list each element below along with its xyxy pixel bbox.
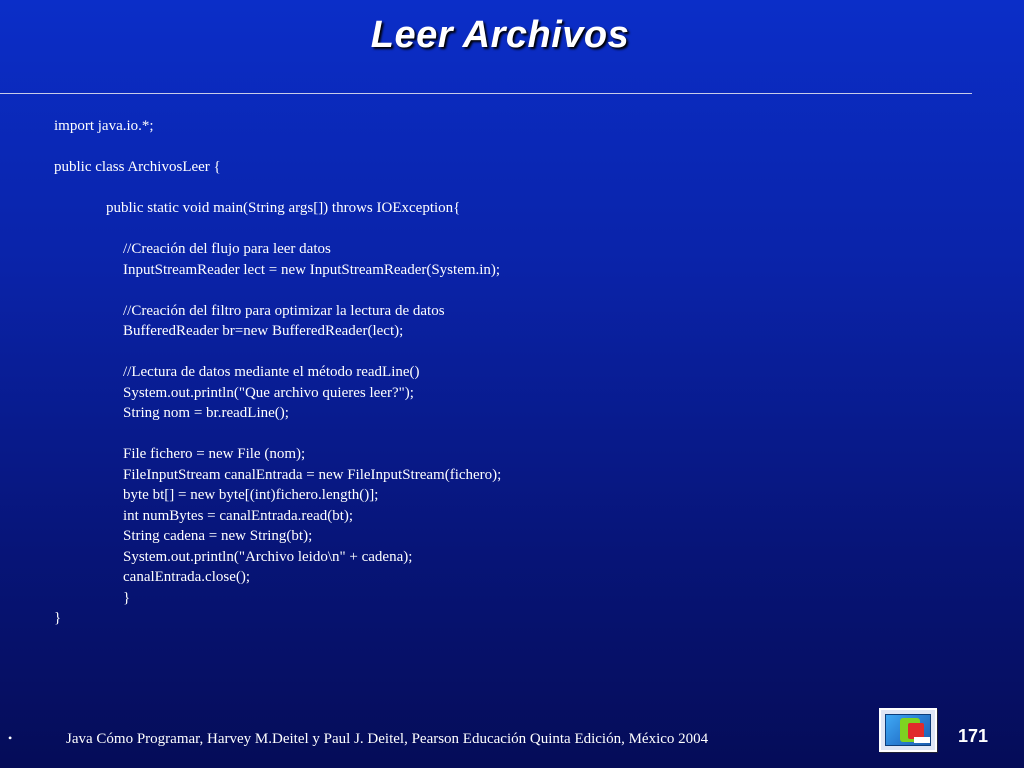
- footer-citation: Java Cómo Programar, Harvey M.Deitel y Paul J. Deitel, Pearson Educación Quinta Edición, México 2004: [66, 731, 709, 747]
- code-line: byte bt[] = new byte[(int)fichero.length()];: [123, 487, 379, 503]
- page-number: 171: [958, 726, 989, 746]
- code-line: BufferedReader br=new BufferedReader(lect);: [123, 323, 404, 339]
- institution-logo-icon: [879, 708, 937, 752]
- title-divider: [0, 93, 972, 94]
- code-line: FileInputStream canalEntrada = new FileInputStream(fichero);: [123, 466, 502, 483]
- code-line: }: [123, 589, 131, 606]
- slide-title: Leer Archivos: [370, 14, 630, 56]
- code-blank-line: [54, 219, 954, 240]
- footer-bullet: •: [8, 731, 13, 745]
- logo-strip: [914, 737, 930, 743]
- code-line: canalEntrada.close();: [123, 569, 251, 585]
- code-line: public static void main(String args[]) throws IOException{: [106, 200, 461, 216]
- code-line: System.out.println("Archivo leido\n" + cadena);: [123, 548, 413, 565]
- code-line: //Creación del flujo para leer datos: [123, 241, 331, 257]
- code-line: import java.io.*;: [54, 118, 154, 134]
- code-blank-line: [54, 178, 954, 199]
- code-block: [54, 116, 954, 629]
- code-line: System.out.println("Que archivo quieres leer?");: [123, 384, 414, 401]
- code-line: }: [54, 610, 62, 626]
- code-line: String cadena = new String(bt);: [123, 528, 313, 544]
- code-blank-line: [54, 342, 954, 363]
- code-line: File fichero = new File (nom);: [123, 446, 306, 462]
- code-line: //Creación del filtro para optimizar la lectura de datos: [123, 302, 445, 319]
- code-line: String nom = br.readLine();: [123, 405, 289, 421]
- code-line: public class ArchivosLeer {: [54, 159, 221, 175]
- code-line: InputStreamReader lect = new InputStreamReader(System.in);: [123, 261, 501, 278]
- code-line: int numBytes = canalEntrada.read(bt);: [123, 507, 354, 524]
- code-blank-line: [54, 137, 954, 158]
- code-blank-line: [54, 280, 954, 301]
- logo-background: [885, 714, 931, 746]
- code-blank-line: [54, 424, 954, 445]
- code-line: //Lectura de datos mediante el método readLine(): [123, 364, 420, 380]
